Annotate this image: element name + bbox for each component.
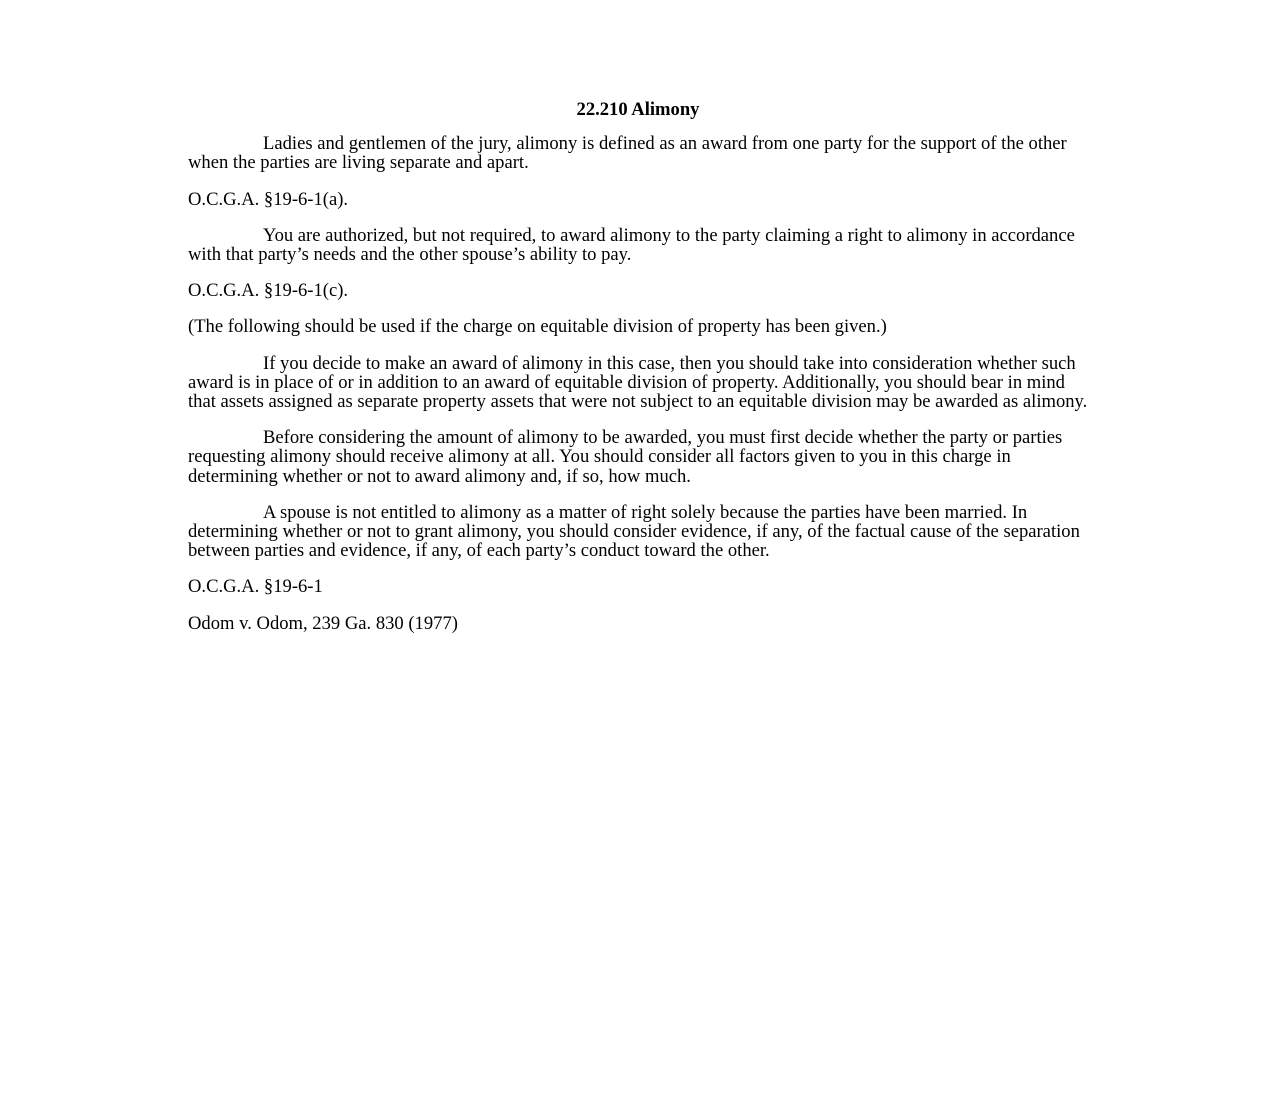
citation-ocga-19-6-1-c: O.C.G.A. §19-6-1(c).: [188, 280, 349, 302]
usage-note: (The following should be used if the charge on equitable division of property has been given.): [188, 316, 887, 338]
citation-odom-v-odom: Odom v. Odom, 239 Ga. 830 (1977): [188, 612, 458, 634]
paragraph-equitable-division: If you decide to make an award of alimony in this case, then you should take into consideration whether such award is in place of or in addition to an award of equitable division of property. Additionally, you should bear in mind that assets assigned as separate property assets that were not subject to an equitable division may be awarded as alimony.: [188, 352, 1088, 413]
paragraph-alimony-definition: Ladies and gentlemen of the jury, alimony is defined as an award from one party for the support of the other when the parties are living separate and apart.: [188, 133, 1067, 174]
paragraph-amount-consideration: Before considering the amount of alimony to be awarded, you must first decide whether the party or parties requesting alimony should receive alimony at all. You should consider all factors given to you in this charge in determining whether or not to award alimony and, if so, how much.: [188, 427, 1063, 487]
paragraph-entitlement: A spouse is not entitled to alimony as a matter of right solely because the parties have been married. In determining whether or not to grant alimony, you should consider evidence, if any, of the factual cause of the separation between parties and evidence, if any, of each party’s conduct toward the other.: [188, 501, 1080, 562]
citation-ocga-19-6-1-a: O.C.G.A. §19-6-1(a).: [188, 188, 349, 210]
citation-ocga-19-6-1: O.C.G.A. §19-6-1: [188, 576, 323, 598]
paragraph-authorization: You are authorized, but not required, to award alimony to the party claiming a right to alimony in accordance with that party’s needs and the other spouse’s ability to pay.: [188, 224, 1075, 266]
document-title: 22.210 Alimony: [576, 99, 700, 120]
document-page: [188, 100, 1088, 650]
